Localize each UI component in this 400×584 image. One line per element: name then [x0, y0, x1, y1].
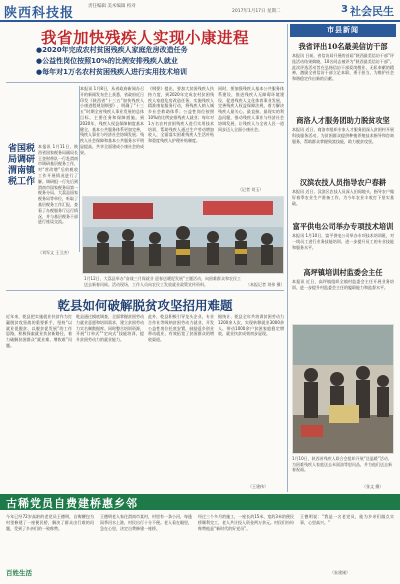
bottom-col2: 王德明老人家住渭南市某村，村里有一条小河，每逢雨季河水上涨，村民出行十分不便。老人看在眼里，急在心里，决定自费修建一座桥。	[100, 514, 192, 531]
right-column	[290, 24, 396, 494]
issue-date: 2017年1月17日 星期二	[232, 9, 281, 14]
main-subheads	[36, 45, 276, 78]
story2-byline: （王建伟）	[248, 484, 268, 489]
right-item3-text: 本报讯 近日，汉滨区农技人员深入田间地头，指导农户做好春季农业生产准备工作，为今年农业丰收打下坚实基础。	[292, 189, 394, 206]
photo-caption: 1月12日，大荔县举办“奋战三月保就业 迎春送暖促发展”主题活动，向困难群众和农民工送去新春问候。活动现场，工作人员向农民工发放就业政策宣传资料。	[84, 276, 242, 287]
story2-col3: 此外，乾县积极引导龙头企业、专业合作社等吸纳贫困劳动力就业，开发公益性岗位托底安置，鼓励返乡创业带动就业，有效拓宽了贫困群众的增收渠道。	[148, 314, 214, 343]
story2-col4: 据统计，乾县全年共培训贫困劳动力1200余人次，实现转移就业3000余人，带动1000余户贫困家庭稳定增收，就业扶贫成效初步显现。	[218, 314, 284, 337]
photo-credit: （本报记者 刘伟 摄）	[246, 282, 285, 287]
divider	[287, 24, 288, 492]
right-item4-text: 本报讯 1月10日，富平供电公司举办专项技术培训班，对一线员工进行业务技能培训，进一步提升员工的专业技能和服务水平。	[292, 233, 394, 250]
right-item2-text: 本报讯 近日，商洛市组织专家人才服务团深入贫困村开展科技服务活动，为贫困群众提供种植养殖技术指导和咨询服务，帮助群众掌握致富技能，助力脱贫攻坚。	[292, 127, 394, 144]
right-item1-title: 我省评出10名最美信访干部	[298, 42, 388, 51]
subhead-1: ●2020年完成农村贫困残疾人家庭危房改造任务	[36, 46, 188, 54]
right-photo-credit: （张文 摄）	[362, 484, 384, 489]
bottom-col4: 王德明说：“我是一名老党员，能为乡亲们做点实事，心里高兴。”	[300, 514, 394, 525]
newspaper-logo: 陕西科技报	[4, 6, 75, 21]
subhead-2: ●公益性岗位按照10%的比例安排残疾人就业	[36, 57, 178, 65]
side-story-text: 本报讯 1月11日，陕西省国家税务局副局长王登财带队一行赴渭南市调研基层税务工作，对“营改增”后的税收工作开展情况进行了解。调研组一行先后到渭南市国家税务局第一税务分局、大荔县国家税务局等单位，听取了基层税务工作汇报，查看了办税服务厅运行情况，并与基层税务干部进行座谈交流。	[38, 144, 78, 225]
bottom-byline: （朱建刚）	[330, 570, 350, 575]
right-photo-caption: 1月10日，陕西省残疾人联合会组织开展“送温暖”活动，为困难残疾人家庭送去米面油等慰问品，并为他们送去新春祝福。	[292, 456, 392, 472]
masthead	[0, 0, 400, 22]
bottom-col1: 今年已经72岁高龄的老党员王德明，自掏腰包为村里修建了一座便民桥，解决了群众出行难的问题，受到了乡亲们的一致称赞。	[6, 514, 94, 531]
story2-col1: 近年来，乾县把实施就业扶贫作为打赢脱贫攻坚战的重要抓手，坚持“以就业促脱贫、以脱贫促发展”的工作思路，积极探索就业扶贫新路径，着力破解贫困群众“就业难、增收难”问题。	[6, 314, 72, 348]
right-photo	[292, 324, 394, 454]
main-story-col2: 《纲要》提出，要加大贫困残疾人扶持力度，到2020年完成农村贫困残疾人家庭危房改造任务，实施残疾人精准康复服务行动，将残疾人纳入城乡社会救助体系；公益性岗位按照10%的比例安排残疾人就业；每年对1万名农村贫困残疾人进行实用技术培训，帮助残疾人通过生产劳动增加收入，全面落实困难残疾人生活补贴和重度残疾人护理补贴制度。	[148, 86, 214, 144]
divider	[6, 82, 284, 83]
right-item5-title: 高坪镇培训村监委会主任	[303, 268, 383, 277]
right-item4-title: 富平供电公司举办专项技术培训	[292, 222, 394, 231]
main-story-col3: 同时，要加强残疾人基本公共服务体系建设，推进残疾人无障碍环境建设，促进残疾人文化体育事业发展，完善残疾人权益保障法规，着力解决残疾人最关心、最直接、最现实的利益问题，推动残疾人事业与经济社会协调发展，让残疾人与全省人民一道同步迈入全面小康社会。	[218, 86, 284, 132]
divider	[79, 86, 80, 252]
side-story-title: 省国税局调研渭南镇税工作	[8, 144, 36, 187]
right-item3-title: 汉滨农技人员指导农户春耕	[299, 178, 387, 187]
divider	[6, 290, 284, 291]
bottom-col3: 经过三个多月的施工，一座长约15米、宽约3米的便民桥顺利完工，老人共计投入资金两万余元。村民们纷纷称赞他是“新时代的好党员”。	[198, 514, 294, 531]
right-item1-text: 本报讯 日前，省信访局开展的首届“陕西最美信访干部”评选活动结果揭晓，10名同志被评为“陕西最美信访干部”。此次评选活动旨在弘扬信访干部爱岗敬业、无私奉献的精神，激励全省信访干部立足本职、勇于担当，为维护社会和谐稳定作出新的贡献。	[292, 53, 394, 82]
right-item5-text: 本报讯 近日，高坪镇组织全镇村监委会主任开展业务培训，进一步提升村监委会主任的履职能力和监督水平。	[292, 279, 394, 290]
story2-col2: 乾县通过摸底调查，全面掌握贫困劳动力就业意愿和培训需求，建立贫困劳动力实名制数据库。同时整合培训资源，开展“订单式”“定向式”技能培训，提升贫困劳动力的就业能力。	[76, 314, 144, 343]
news-photo	[82, 196, 284, 274]
main-story-byline: （记者 刘玉）	[238, 187, 264, 192]
section-title: 社会民生	[350, 5, 394, 18]
main-story-col1: 本报讯 1月8日，从省政府新闻办召开的新闻发布会上获悉，省政府近日印发《陕西省“十三五”加快残疾人小康进程规划纲要》，明确了“十三五”时期全省残疾人事业发展的总体目标、主要任务和保障措施。到2020年，残疾人权益保障制度基本健全，基本公共服务体系更加完善，残疾人事业与经济社会协调发展；残疾人社会保障和基本公共服务水平明显提高，共享全面建成小康社会的成果。	[80, 86, 144, 155]
bottom-section-label: 百姓生活	[6, 569, 32, 577]
editor-info: 责任编辑 美术编辑 校对	[88, 4, 136, 9]
page-number: 3	[341, 4, 348, 15]
bottom-headline: 古稀党员自费建桥惠乡邻	[6, 497, 138, 510]
right-item2-title: 商洛人才服务团助力脱贫攻坚	[296, 116, 390, 125]
bottom-banner	[0, 494, 400, 510]
subhead-3: ●每年对1万名农村贫困残疾人进行实用技术培训	[36, 68, 187, 76]
main-headline: 我省加快残疾人实现小康进程	[40, 28, 249, 47]
right-column-banner: 市县新闻	[290, 24, 396, 37]
story2-headline: 乾县如何破解脱贫攻坚招用难题	[57, 298, 233, 313]
side-story-byline: （刘军文 王卫杰）	[38, 250, 72, 255]
